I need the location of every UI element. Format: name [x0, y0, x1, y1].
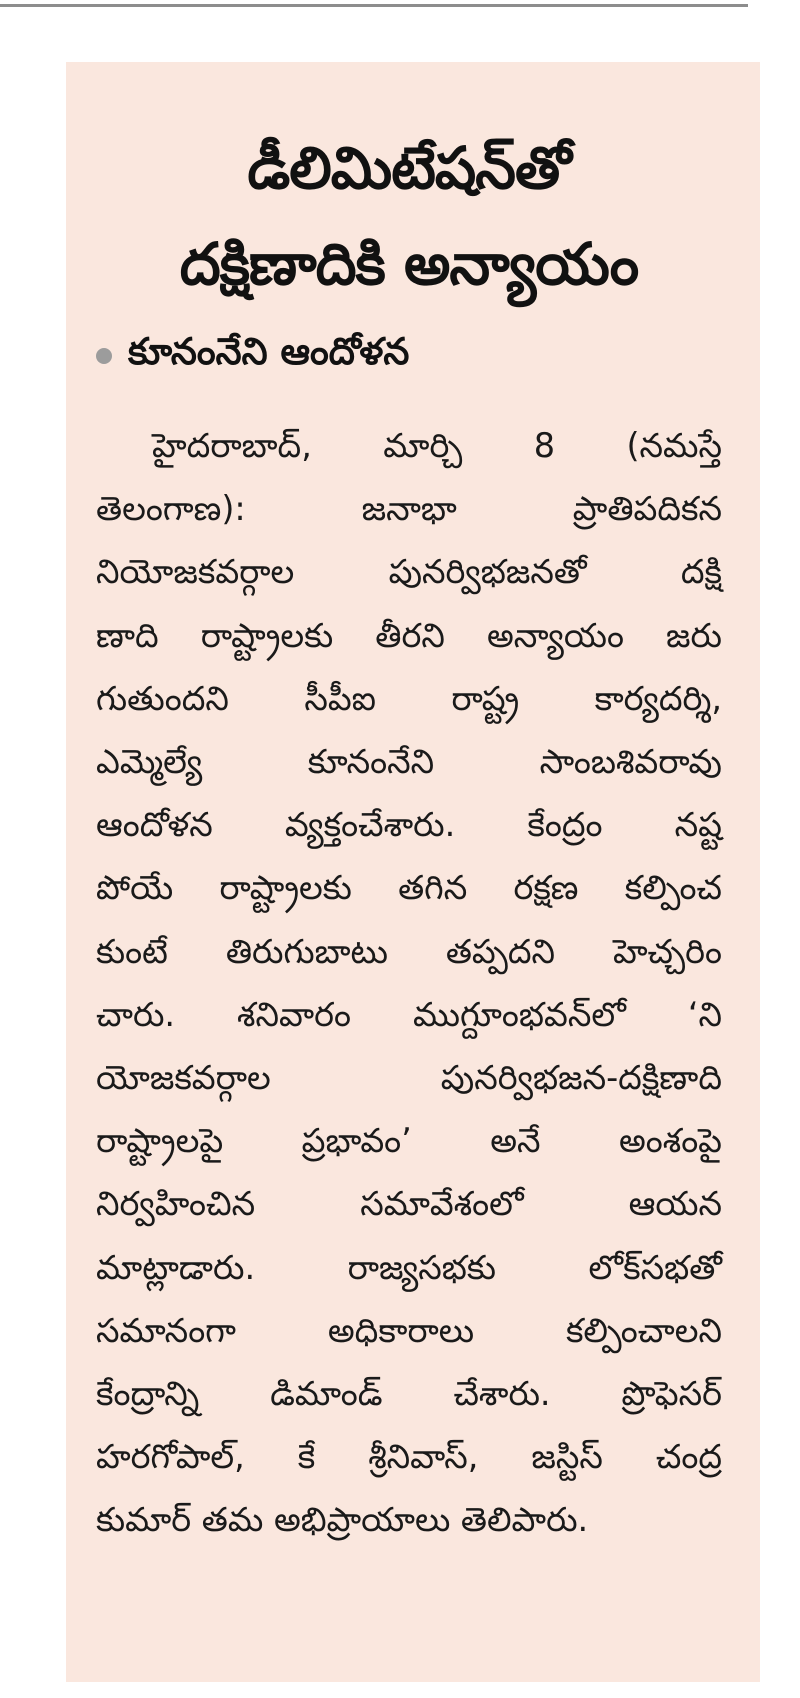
body-line: కేంద్రాన్ని డిమాండ్ చేశారు. ప్రొఫెసర్ [96, 1374, 722, 1414]
body-line: మాట్లాడారు. రాజ్యసభకు లోక్‌సభతో [96, 1247, 722, 1287]
article-body [96, 414, 722, 1552]
body-line: సమానంగా అధికారాలు కల్పించాలని [96, 1310, 722, 1350]
body-line: కుమార్ తమ అభిప్రాయాలు తెలిపారు. [96, 1500, 589, 1540]
body-line: యోజకవర్గాల పునర్విభజన-దక్షిణాది [96, 1058, 722, 1098]
body-line: ణాది రాష్ట్రాలకు తీరని అన్యాయం జరు [96, 615, 722, 655]
body-line: గుతుందని సీపీఐ రాష్ట్ర కార్యదర్శి, [96, 678, 722, 718]
body-line: నిర్వహించిన సమావేశంలో ఆయన [96, 1184, 722, 1224]
body-line: హరగోపాల్, కే శ్రీనివాస్, జస్టిస్ చంద్ర [96, 1437, 722, 1477]
body-line: కుంటే తిరుగుబాటు తప్పదని హెచ్చరిం [96, 931, 722, 971]
body-line: రాష్ట్రాలపై ప్రభావం’ అనే అంశంపై [96, 1121, 722, 1161]
body-line: ఆందోళన వ్యక్తంచేశారు. కేంద్రం నష్ట [96, 805, 722, 845]
top-divider [0, 4, 748, 7]
body-line: తెలంగాణ): జనాభా ప్రాతిపదికన [96, 489, 722, 529]
body-line: ఎమ్మెల్యే కూనంనేని సాంబశివరావు [96, 742, 722, 782]
bullet-icon [96, 348, 112, 364]
body-line: నియోజకవర్గాల పునర్విభజనతో దక్షి [96, 552, 722, 592]
body-line: హైదరాబాద్, మార్చి 8 (నమస్తే [152, 426, 722, 465]
subheading-text: కూనంనేని ఆందోళన [128, 330, 410, 373]
headline-line-1: డీలిమిటేషన్‌తో [247, 134, 571, 202]
news-clipping [66, 62, 760, 1682]
body-line: పోయే రాష్ట్రాలకు తగిన రక్షణ కల్పించ [96, 868, 722, 908]
body-line: చారు. శనివారం ముగ్దూంభవన్‌లో ‘ని [96, 994, 722, 1034]
subheading [96, 328, 722, 384]
headline-line-2: దక్షిణాదికి అన్యాయం [179, 230, 639, 298]
headline [96, 120, 722, 312]
